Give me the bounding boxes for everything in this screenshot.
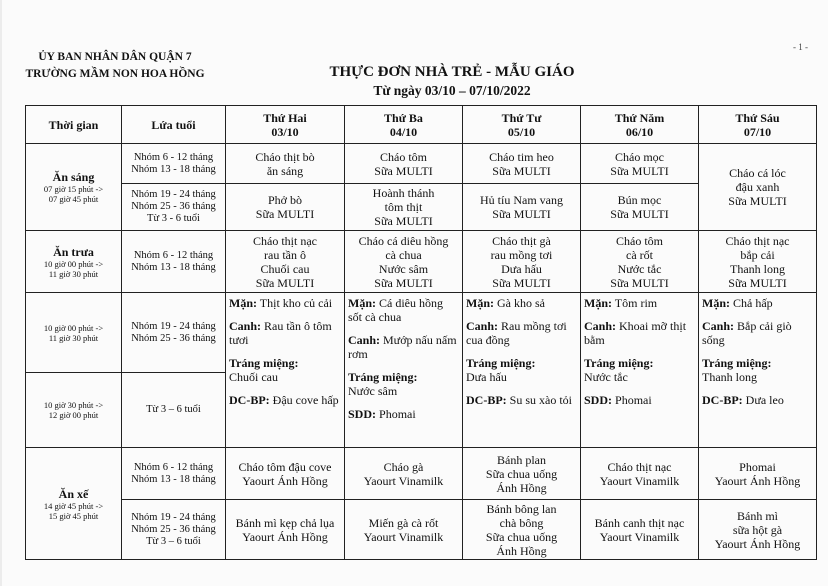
breakfast-row-b [26,184,817,231]
org-name: ỦY BAN NHÂN DÂN QUẬN 7 [38,51,192,63]
snack-time-cell: Ăn xế 14 giờ 45 phút -> 15 giờ 45 phút [26,448,122,560]
breakfast-age-b: Nhóm 19 - 24 tháng Nhóm 25 - 36 tháng Từ 3 - 6 tuổi [122,184,226,231]
menu-cell: Mặn: Cá diêu hồng sốt cà chua Canh: Mướp nấu nấm rơm Tráng miệng: Nước sâm SDD: Phomai [345,293,463,448]
page-number: - 1 - [793,42,808,52]
menu-cell: Cháo tôm cà rốt Nước tắc Sữa MULTI [581,231,699,293]
menu-cell: Cháo thịt nạc bắp cải Thanh long Sữa MULTI [699,231,817,293]
menu-cell: Cháo tôm Sữa MULTI [345,144,463,184]
menu-cell: Phở bò Sữa MULTI [226,184,345,231]
menu-cell: Bún mọc Sữa MULTI [581,184,699,231]
menu-cell: Cháo thịt nạc Yaourt Vinamilk [581,448,699,500]
menu-cell: Cháo tôm đậu cove Yaourt Ánh Hồng [226,448,345,500]
menu-cell: Bánh plan Sữa chua uống Ánh Hồng [463,448,581,500]
menu-cell: Mặn: Thịt kho củ cải Canh: Rau tần ô tôm tươi Tráng miệng: Chuối cau DC-BP: Đậu cove hấp [226,293,345,448]
menu-cell: Mặn: Gà kho sả Canh: Rau mồng tơi cua đồng Tráng miệng: Dưa hấu DC-BP: Su su xào tỏi [463,293,581,448]
lunch-main-age-a: Nhóm 19 - 24 tháng Nhóm 25 - 36 tháng [122,293,226,373]
school-name: TRƯỜNG MẦM NON HOA HỒNG [25,68,205,80]
menu-cell: Cháo mọc Sữa MULTI [581,144,699,184]
lunch-main-age-b: Từ 3 – 6 tuổi [122,373,226,448]
snack-row-b [26,500,817,560]
menu-cell: Bánh bông lan chà bông Sữa chua uống Ánh Hồng [463,500,581,560]
snack-row-a [26,448,817,500]
menu-cell: Miến gà cà rốt Yaourt Vinamilk [345,500,463,560]
breakfast-age-a: Nhóm 6 - 12 tháng Nhóm 13 - 18 tháng [122,144,226,184]
menu-cell: Mặn: Chả hấp Canh: Bắp cải giò sống Tráng miệng: Thanh long DC-BP: Dưa leo [699,293,817,448]
menu-cell: Bánh canh thịt nạc Yaourt Vinamilk [581,500,699,560]
col-day-tue: Thứ Ba 04/10 [345,106,463,144]
col-day-mon: Thứ Hai 03/10 [226,106,345,144]
document-page [2,0,828,586]
lunch-time-cell: Ăn trưa 10 giờ 00 phút -> 11 giờ 30 phút [26,231,122,293]
lunch-main-time-b: 10 giờ 30 phút -> 12 giờ 00 phút [26,373,122,448]
menu-cell: Cháo thịt nạc rau tần ô Chuối cau Sữa MULTI [226,231,345,293]
lunch-title: Ăn trưa [53,244,94,259]
header-row [26,106,817,144]
col-day-wed: Thứ Tư 05/10 [463,106,581,144]
snack-title: Ăn xế [58,486,89,501]
menu-cell: Hoành thánh tôm thịt Sữa MULTI [345,184,463,231]
menu-cell: Cháo thịt bò ăn sáng [226,144,345,184]
menu-cell: Cháo gà Yaourt Vinamilk [345,448,463,500]
snack-age-a: Nhóm 6 - 12 tháng Nhóm 13 - 18 tháng [122,448,226,500]
breakfast-title: Ăn sáng [52,170,95,184]
col-age: Lứa tuổi [122,106,226,144]
menu-cell: Cháo thịt gà rau mồng tơi Dưa hấu Sữa MULTI [463,231,581,293]
breakfast-time-cell: Ăn sáng 07 giờ 15 phút -> 07 giờ 45 phút [26,144,122,231]
menu-table [25,105,817,560]
lunch-infant-row [26,231,817,293]
page-title: THỰC ĐƠN NHÀ TRẺ - MẪU GIÁO [329,64,575,80]
page-subtitle: Từ ngày 03/10 – 07/10/2022 [373,83,531,98]
breakfast-row-a [26,144,817,184]
col-time: Thời gian [26,106,122,144]
lunch-main-time-a: 10 giờ 00 phút -> 11 giờ 30 phút [26,293,122,373]
menu-cell: Mặn: Tôm rim Canh: Khoai mỡ thịt bằm Tráng miệng: Nước tắc SDD: Phomai [581,293,699,448]
col-day-thu: Thứ Năm 06/10 [581,106,699,144]
menu-cell: Phomai Yaourt Ánh Hồng [699,448,817,500]
menu-cell: Bánh mì kẹp chả lụa Yaourt Ánh Hồng [226,500,345,560]
menu-cell: Bánh mì sữa hột gà Yaourt Ánh Hồng [699,500,817,560]
menu-cell: Cháo tim heo Sữa MULTI [463,144,581,184]
col-day-fri: Thứ Sáu 07/10 [699,106,817,144]
menu-cell: Hủ tíu Nam vang Sữa MULTI [463,184,581,231]
snack-age-b: Nhóm 19 - 24 tháng Nhóm 25 - 36 tháng Từ 3 – 6 tuổi [122,500,226,560]
menu-cell: Cháo cá lóc đậu xanh Sữa MULTI [699,144,817,231]
lunch-main-row-a [26,293,817,373]
lunch-infant-age: Nhóm 6 - 12 tháng Nhóm 13 - 18 tháng [122,231,226,293]
menu-cell: Cháo cá diêu hồng cà chua Nước sâm Sữa MULTI [345,231,463,293]
